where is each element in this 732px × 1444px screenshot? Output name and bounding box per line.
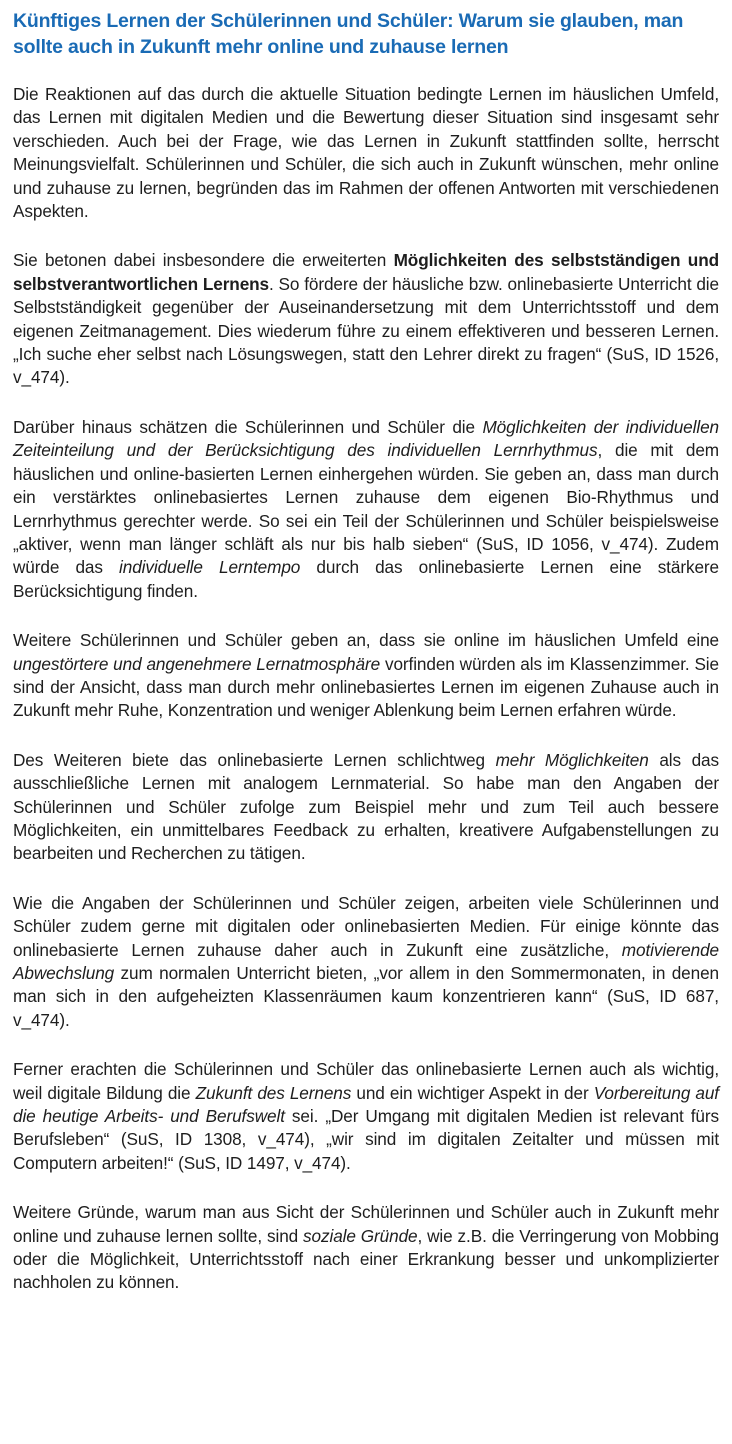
document-page (13, 8, 719, 1321)
text-run: , die mit dem häuslichen und online-basierten Lernen einhergehen würden. Sie geben an, dass man durch ein verstärktes onlinebasiertes Lernen zuhause dem eigenen Bio-Rhythmus und Lernrhythmus gerechter werde. So sei ein Teil der Schülerinnen und Schüler beispielsweise „aktiver, wenn man länger schläft als nur bis halb sieben“ (SuS, ID 1056, v_474). Zudem würde das (13, 440, 719, 578)
paragraph-learning-atmosphere (13, 629, 719, 723)
text-run: Sie betonen dabei insbesondere die erweiterten (13, 250, 394, 271)
italic-emphasis: mehr Möglichkeiten (495, 749, 649, 770)
paragraph-time-management (13, 416, 719, 603)
paragraph-intro (13, 83, 719, 223)
paragraph-self-directed-learning (13, 249, 719, 389)
section-heading: Künftiges Lernen der Schülerinnen und Schüler: Warum sie glauben, man sollte auch in Zukunft mehr online und zuhause lernen (13, 10, 684, 58)
text-run: Die Reaktionen auf das durch die aktuelle Situation bedingte Lernen im häuslichen Umfeld, das Lernen mit digitalen Medien und die Bewertung dieser Situation sind insgesamt sehr verschieden. Auch bei der Frage, wie das Lernen in Zukunft stattfinden sollte, herrscht Meinungsvielfalt. Schülerinnen und Schüler, die sich auch in Zukunft wünschen, mehr online und zuhause zu lernen, begründen das im Rahmen der offenen Antworten mit verschiedenen Aspekten. (13, 84, 719, 222)
text-run: sei. „Der Umgang mit digitalen Medien ist relevant fürs Berufsleben“ (SuS, ID 1308, v_474), „wir sind im digitalen Zeitalter und müssen mit Computern arbeiten!“ (SuS, ID 1497, v_474). (13, 1106, 719, 1173)
text-run: Weitere Gründe, warum man aus Sicht der Schülerinnen und Schüler auch in Zukunft mehr online und zuhause lernen sollte, sind (13, 1202, 719, 1246)
paragraph-more-possibilities (13, 749, 719, 866)
italic-emphasis: motivierende Abwechslung (13, 939, 719, 983)
text-run: Darüber hinaus schätzen die Schülerinnen und Schüler die (13, 416, 483, 437)
text-run: durch das onlinebasierte Lernen eine stärkere Berücksichtigung finden. (13, 557, 719, 601)
text-run: zum normalen Unterricht bieten, „vor allem in den Sommermonaten, in denen man sich in den aufgeheizten Klassenräumen kaum konzentrieren kann“ (SuS, ID 687, v_474). (13, 963, 719, 1030)
text-run: , wie z.B. die Verringerung von Mobbing oder die Möglichkeit, Unterrichtsstoff nach einer Erkrankung besser und unkomplizierter nachholen zu können. (13, 1225, 719, 1293)
text-run: . So fördere der häusliche bzw. onlinebasierte Unterricht die Selbstständigkeit gegenüber der Auseinandersetzung mit dem Unterrichtsstoff und dem eigenen Zeitmanagement. Dies wiederum führe zu einem effektiveren und besseren Lernen. „Ich suche eher selbst nach Lösungswegen, statt den Lehrer direkt zu fragen“ (SuS, ID 1526, v_474). (13, 273, 719, 388)
text-run: Des Weiteren biete das onlinebasierte Lernen schlichtweg (13, 749, 496, 770)
italic-emphasis: Vorbereitung auf die heutige Arbeits- und Berufswelt (13, 1082, 719, 1127)
text-run: als das ausschließliche Lernen mit analogem Lernmaterial. So habe man den Angaben der Schülerinnen und Schüler zufolge zum Beispiel mehr und zum Teil auch bessere Möglichkeiten, ein unmittelbares Feedback zu erhalten, kreativere Aufgabenstellungen zu bearbeiten und Recherchen zu tätigen. (13, 749, 719, 864)
paragraph-social-reasons (13, 1201, 719, 1295)
bold-emphasis: Möglichkeiten des selbstständigen und selbstverantwortlichen Lernens (13, 250, 719, 294)
italic-emphasis: individuelle Lerntempo (119, 557, 301, 578)
paragraph-digital-education (13, 1058, 719, 1175)
italic-emphasis: soziale Gründe (303, 1225, 418, 1246)
text-run: Wie die Angaben der Schülerinnen und Schüler zeigen, arbeiten viele Schülerinnen und Schüler zudem gerne mit digitalen oder onlinebasierten Medien. Für einige könnte das onlinebasierte Lernen zuhause daher auch in Zukunft eine zusätzliche, (13, 892, 719, 960)
italic-emphasis: Möglichkeiten der individuellen Zeiteinteilung und der Berücksichtigung des individuellen Lernrhythmus (13, 416, 719, 461)
italic-emphasis: Zukunft des Lernens (195, 1082, 352, 1103)
text-run: Weitere Schülerinnen und Schüler geben an, dass sie online im häuslichen Umfeld eine (13, 630, 719, 651)
italic-emphasis: ungestörtere und angenehmere Lernatmosphäre (13, 653, 381, 674)
text-run: und ein wichtiger Aspekt in der (351, 1082, 594, 1103)
text-run: Ferner erachten die Schülerinnen und Schüler das onlinebasierte Lernen auch als wichtig, weil digitale Bildung die (13, 1059, 719, 1103)
text-run: vorfinden würden als im Klassenzimmer. Sie sind der Ansicht, dass man durch mehr onlinebasiertes Lernen im eigenen Zuhause auch in Zukunft mehr Ruhe, Konzentration und weniger Ablenkung beim Lernen erfahren würde. (13, 653, 719, 721)
paragraph-motivation (13, 892, 719, 1032)
